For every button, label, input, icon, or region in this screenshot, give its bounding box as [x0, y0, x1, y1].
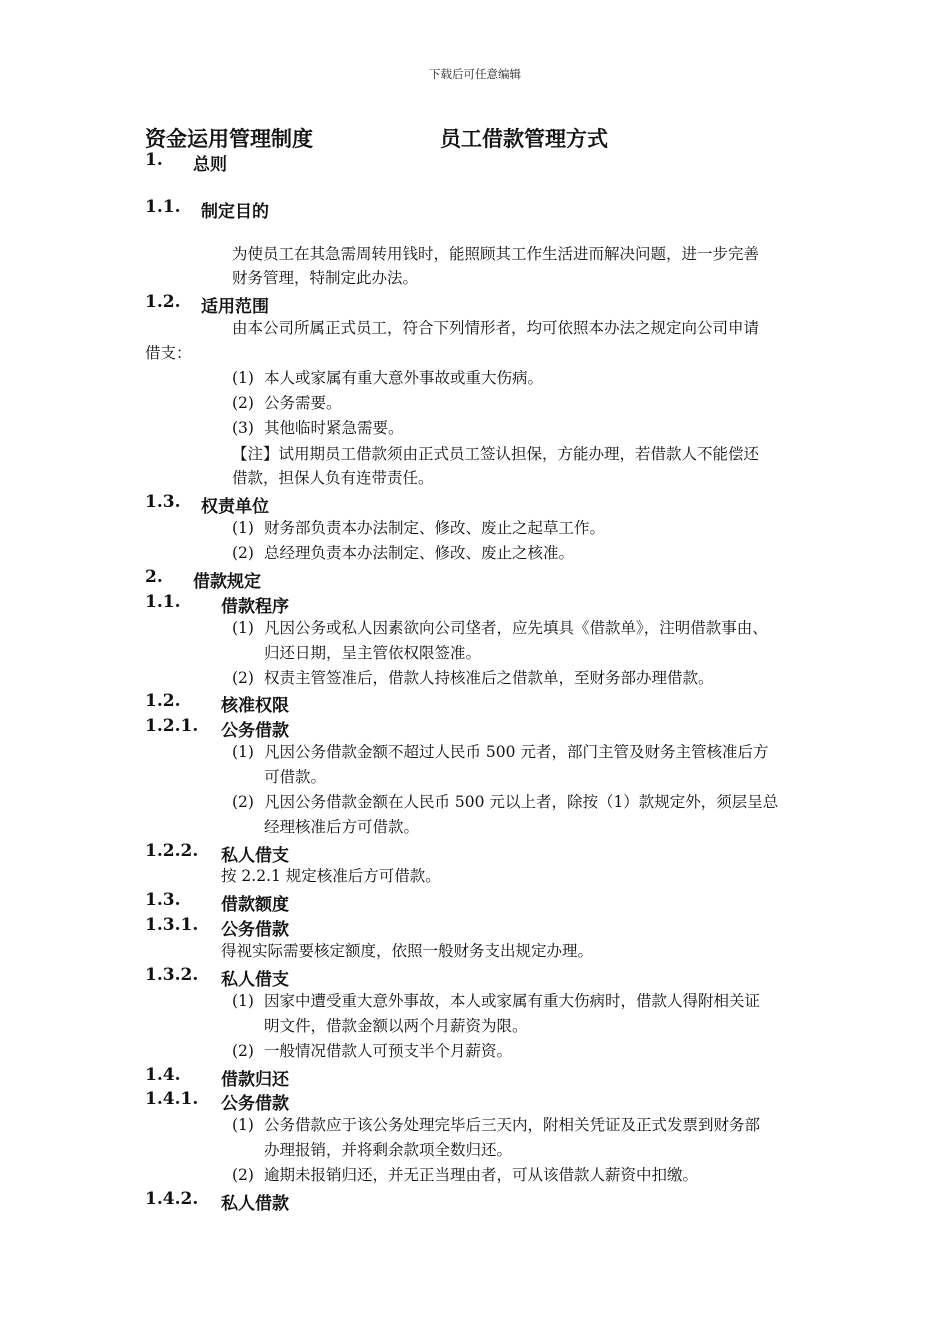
section-number: 1.1. — [145, 592, 181, 612]
list-item: 权责主管签准后，借款人持核准后之借款单，至财务部办理借款。 — [264, 669, 714, 687]
paragraph: 得视实际需要核定额度，依照一般财务支出规定办理。 — [221, 942, 594, 960]
list-number: (1) — [232, 519, 254, 537]
section-number: 1.3. — [145, 492, 181, 512]
paragraph: 借支： — [145, 344, 192, 362]
section-number: 1.3.2. — [145, 965, 199, 985]
section-number: 1.2.2. — [145, 841, 199, 861]
list-number: (2) — [232, 1166, 254, 1184]
list-number: (2) — [232, 544, 254, 562]
list-number: (3) — [232, 419, 254, 437]
list-item: 本人或家属有重大意外事故或重大伤病。 — [264, 369, 544, 387]
list-number: (2) — [232, 394, 254, 412]
list-number: (2) — [232, 669, 254, 687]
list-item: 财务部负责本办法制定、修改、废止之起草工作。 — [264, 519, 606, 537]
page-header: 下载后可任意编辑 — [429, 67, 521, 81]
list-item: 凡因公务借款金额在人民币 500 元以上者，除按（1）款规定外，须层呈总 — [264, 793, 779, 811]
list-item: 凡因公务借款金额不超过人民币 500 元者，部门主管及财务主管核准后方 — [264, 743, 769, 761]
section-number: 2. — [145, 567, 163, 587]
list-item: 总经理负责本办法制定、修改、废止之核准。 — [264, 544, 575, 562]
note: 【注】试用期员工借款须由正式员工签认担保，方能办理，若借款人不能偿还 — [232, 445, 760, 463]
section-number: 1.2. — [145, 691, 181, 711]
section-title: 私人借支 — [221, 846, 289, 866]
list-number: (1) — [232, 992, 254, 1010]
section-title: 总则 — [193, 155, 227, 175]
section-number: 1.4.2. — [145, 1189, 199, 1209]
section-title: 借款规定 — [193, 572, 261, 592]
list-item: 逾期未报销归还，并无正当理由者，可从该借款人薪资中扣缴。 — [264, 1166, 699, 1184]
section-number: 1.3. — [145, 890, 181, 910]
paragraph: 为使员工在其急需周转用钱时，能照顾其工作生活进而解决问题，进一步完善 — [232, 245, 760, 263]
list-item-continued: 经理核准后方可借款。 — [264, 818, 420, 836]
document-subtitle: 员工借款管理方式 — [440, 126, 608, 151]
section-number: 1.2.1. — [145, 716, 199, 736]
list-item: 其他临时紧急需要。 — [264, 419, 404, 437]
list-number: (1) — [232, 1116, 254, 1134]
section-title: 借款程序 — [221, 597, 289, 617]
section-title: 公务借款 — [221, 920, 289, 940]
section-number: 1.1. — [145, 197, 181, 217]
list-number: (1) — [232, 619, 254, 637]
section-title: 私人借支 — [221, 970, 289, 990]
section-title: 借款额度 — [221, 895, 289, 915]
section-title: 公务借款 — [221, 1094, 289, 1114]
note: 借款，担保人负有连带责任。 — [232, 469, 434, 487]
list-item: 公务需要。 — [264, 394, 342, 412]
list-item: 因家中遭受重大意外事故，本人或家属有重大伤病时，借款人得附相关证 — [264, 992, 761, 1010]
section-title: 适用范围 — [201, 297, 269, 317]
section-number: 1.3.1. — [145, 915, 199, 935]
list-number: (1) — [232, 743, 254, 761]
list-number: (1) — [232, 369, 254, 387]
list-item-continued: 归还日期，呈主管依权限签准。 — [264, 644, 482, 662]
section-title: 借款归还 — [221, 1070, 289, 1090]
list-number: (2) — [232, 1042, 254, 1060]
list-item: 凡因公务或私人因素欲向公司垡者，应先填具《借款单》，注明借款事由、 — [264, 619, 768, 637]
paragraph: 财务管理，特制定此办法。 — [232, 269, 419, 287]
section-title: 制定目的 — [201, 202, 269, 222]
section-number: 1. — [145, 150, 163, 170]
section-title: 权责单位 — [201, 497, 269, 517]
section-title: 公务借款 — [221, 721, 289, 741]
section-number: 1.2. — [145, 292, 181, 312]
list-item: 公务借款应于该公务处理完毕后三天内，附相关凭证及正式发票到财务部 — [264, 1116, 761, 1134]
section-number: 1.4.1. — [145, 1089, 199, 1109]
paragraph: 按 2.2.1 规定核准后方可借款。 — [221, 867, 441, 885]
list-number: (2) — [232, 793, 254, 811]
section-number: 1.4. — [145, 1065, 181, 1085]
list-item-continued: 明文件，借款金额以两个月薪资为限。 — [264, 1017, 528, 1035]
document-title: 资金运用管理制度 — [145, 126, 313, 151]
section-title: 核准权限 — [221, 696, 289, 716]
paragraph: 由本公司所属正式员工，符合下列情形者，均可依照本办法之规定向公司申请 — [232, 319, 760, 337]
section-title: 私人借款 — [221, 1194, 289, 1214]
list-item-continued: 可借款。 — [264, 768, 327, 786]
list-item-continued: 办理报销，并将剩余款项全数归还。 — [264, 1141, 513, 1159]
list-item: 一般情况借款人可预支半个月薪资。 — [264, 1042, 513, 1060]
